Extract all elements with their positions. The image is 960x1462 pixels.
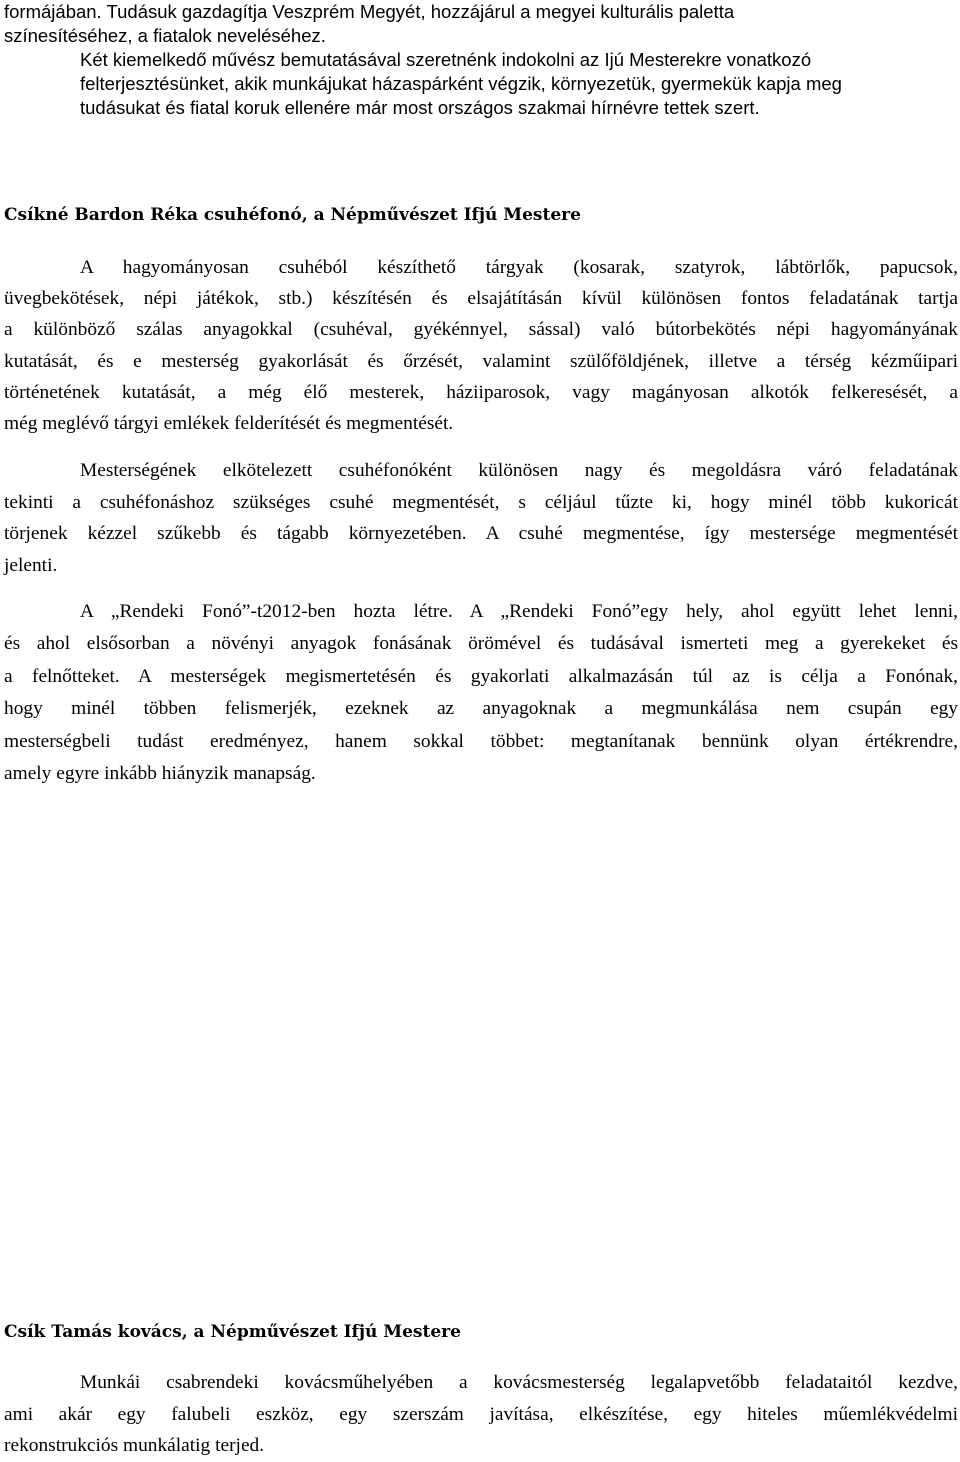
text-line: formájában. Tudásuk gazdagítja Veszprém Megyét, hozzájárul a megyei kulturális paletta	[4, 1, 735, 22]
text-line: ami akár egy falubeli eszköz, egy szerszám javítása, elkészítése, egy hiteles műemlékvédelmi	[4, 1403, 958, 1425]
section1-paragraph-2	[4, 455, 958, 582]
text-line: rekonstrukciós munkálatig terjed.	[4, 1435, 265, 1457]
text-line: üvegbekötések, népi játékok, stb.) készítésén és elsajátításán kívül különösen fontos feladatának tartja	[4, 288, 958, 310]
text-line: A „Rendeki Fonó”-t2012-ben hozta létre. A „Rendeki Fonó”egy hely, ahol együtt lehet lenni,	[80, 601, 958, 622]
text-line: Munkái csabrendeki kovácsműhelyében a kovácsmesterség legalapvetőbb feladataitól kezdve,	[80, 1372, 958, 1393]
text-line: tekinti a csuhéfonáshoz szükséges csuhé megmentését, s céljául tűzte ki, hogy minél több kukoricát	[4, 491, 958, 513]
text-line: törjenek kézzel szűkebb és tágabb környezetében. A csuhé megmentése, így mestersége megmentését	[4, 523, 958, 545]
intro-paragraph	[4, 0, 958, 120]
section1-paragraph-3	[4, 596, 958, 790]
section1-paragraph-1	[4, 252, 958, 439]
section-heading: Csíkné Bardon Réka csuhéfonó, a Népművészet Ifjú Mestere	[4, 205, 581, 225]
text-line: amely egyre inkább hiányzik manapság.	[4, 763, 316, 785]
text-line: Mesterségének elkötelezett csuhéfonóként különösen nagy és megoldásra váró feladatának	[80, 460, 958, 481]
text-line: mesterségbeli tudást eredményez, hanem sokkal többet: megtanítanak bennünk olyan értékrendre,	[4, 730, 958, 752]
text-line: kutatását, és e mesterség gyakorlását és őrzését, valamint szülőföldjének, illetve a térség kézműipari	[4, 350, 958, 372]
text-line: hogy minél többen felismerjék, ezeknek az anyagoknak a megmunkálása nem csupán egy	[4, 698, 958, 720]
text-line: színesítéséhez, a fiatalok neveléséhez.	[4, 25, 326, 46]
text-line: jelenti.	[4, 555, 58, 577]
text-line: és ahol elsősorban a növényi anyagok fonásának örömével és tudásával ismerteti meg a gyerekeket és	[4, 633, 958, 655]
section2-paragraph-1	[4, 1367, 958, 1462]
text-line: felterjesztésünket, akik munkájukat házaspárként végzik, környezetük, gyermekük kapja meg	[80, 73, 842, 94]
text-line: tudásukat és fiatal koruk ellenére már most országos szakmai hírnévre tettek szert.	[80, 97, 760, 118]
text-line: Két kiemelkedő művész bemutatásával szeretnénk indokolni az Ijú Mesterekre vonatkozó	[80, 49, 812, 70]
text-line: még meglévő tárgyi emlékek felderítését és megmentését.	[4, 413, 454, 435]
section-heading: Csík Tamás kovács, a Népművészet Ifjú Mestere	[4, 1322, 461, 1342]
text-line: A hagyományosan csuhéból készíthető tárgyak (kosarak, szatyrok, lábtörlők, papucsok,	[80, 257, 958, 278]
text-line: történetének kutatását, a még élő mesterek, háziiparosok, vagy magányosan alkotók felkeresését, a	[4, 381, 958, 403]
text-line: a felnőtteket. A mesterségek megismertetésén és gyakorlati alkalmazásán túl az is célja a Fonónak,	[4, 665, 958, 687]
text-line: a különböző szálas anyagokkal (csuhéval, gyékénnyel, sással) való bútorbekötés népi hagyományának	[4, 319, 958, 341]
